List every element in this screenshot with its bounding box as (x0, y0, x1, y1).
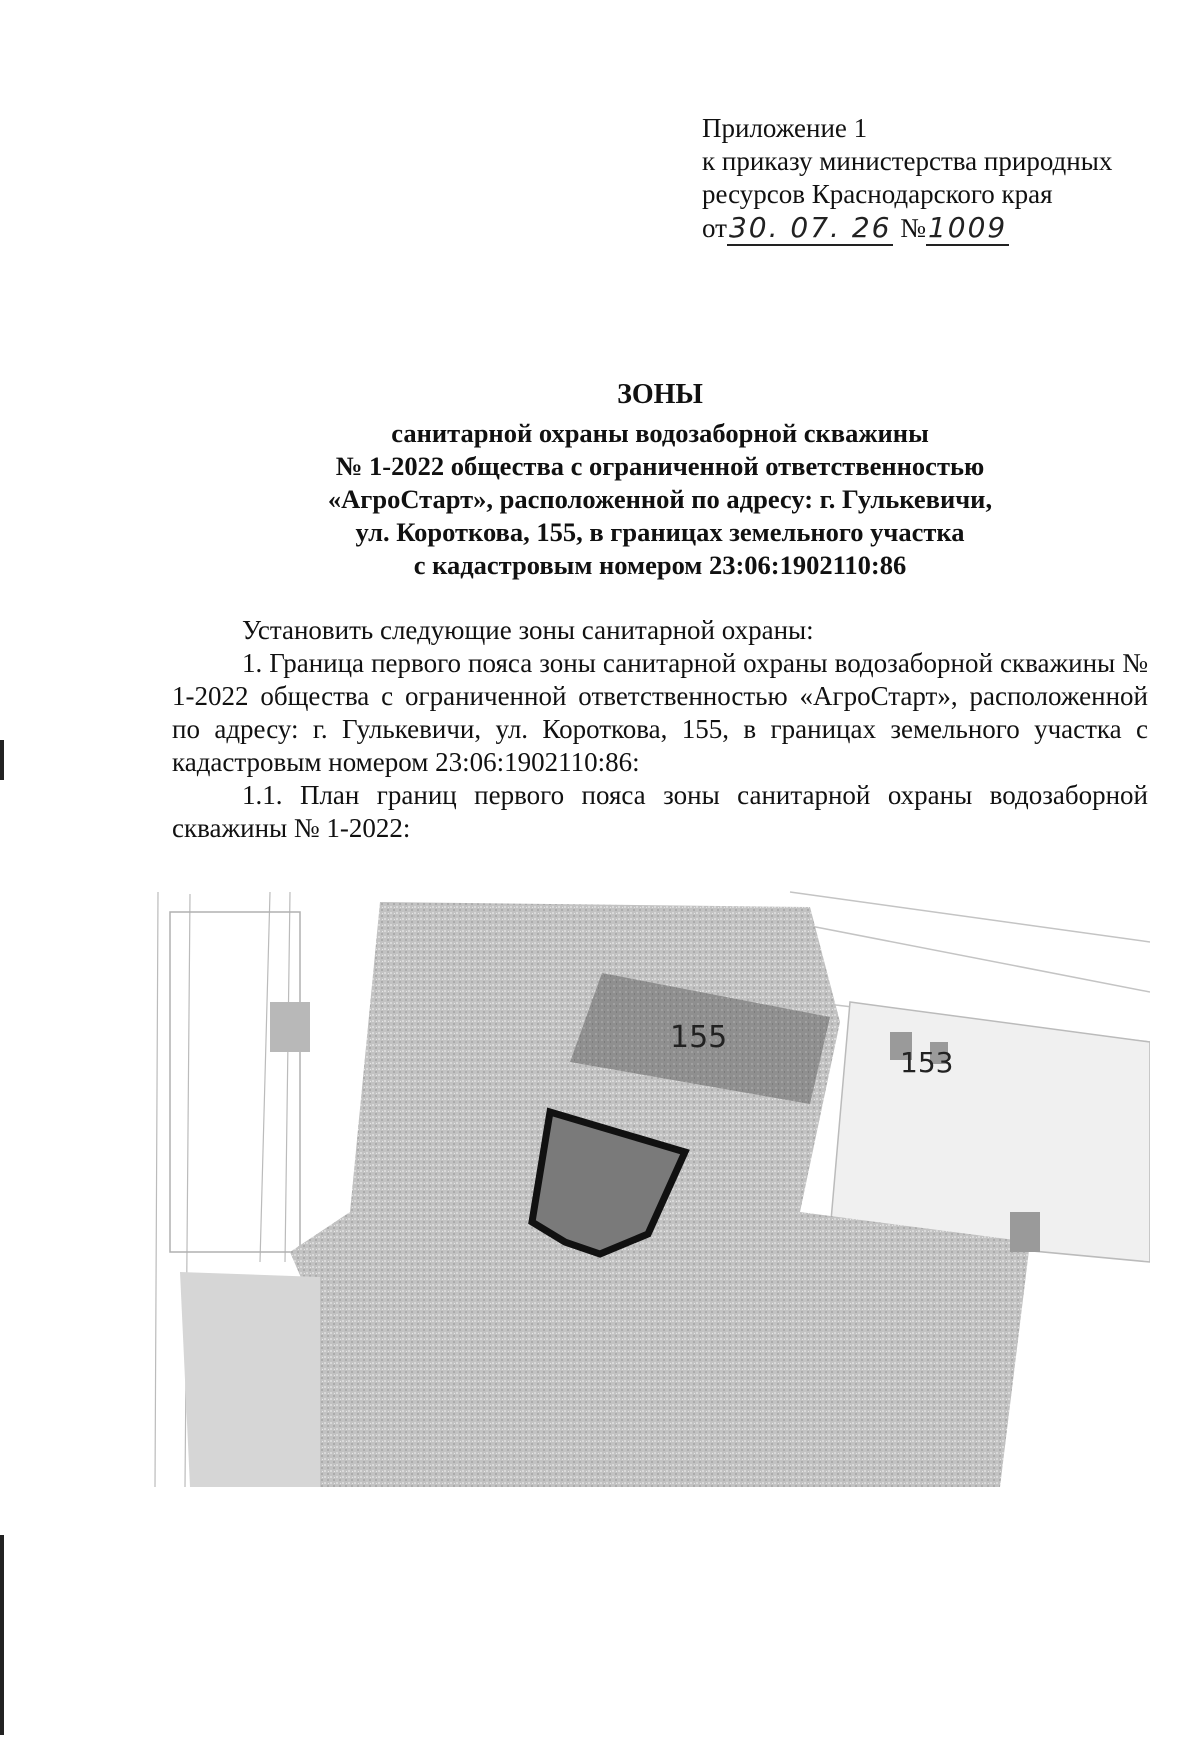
small-structure (270, 1002, 310, 1052)
appendix-line-1: Приложение 1 (702, 113, 868, 143)
handwritten-date: 30. 07. 26 (728, 211, 892, 244)
map-svg (150, 882, 1150, 1487)
scan-edge-mark (0, 1535, 4, 1735)
title-line: санитарной охраны водозаборной скважины (391, 418, 929, 448)
title-line: «АгроСтарт», расположенной по адресу: г. Гулькевичи, (327, 484, 993, 514)
handwritten-number: 1009 (927, 211, 1008, 244)
date-prefix: от (702, 213, 727, 243)
document-body (172, 614, 1148, 845)
appendix-block (702, 112, 1142, 245)
number-prefix: № (900, 213, 926, 243)
body-paragraph: Установить следующие зоны санитарной охраны: (242, 615, 814, 645)
title-line: № 1-2022 общества с ограниченной ответственностью (335, 451, 985, 481)
body-paragraph: 1.1. План границ первого пояса зоны санитарной охраны водозаборной скважины № 1-2022: (172, 780, 1148, 843)
appendix-line-2: к приказу министерства природных (702, 146, 1113, 176)
body-paragraph: 1. Граница первого пояса зоны санитарной охраны водозаборной скважины № 1-2022 общества с ограниченной ответственностью «АгроСтарт», расположенной по адресу: г. Гулькевичи, ул. Короткова, 155, в границах земельного участка с кадастровым номером 23:06:1902110:86: (172, 648, 1148, 777)
appendix-date-line (702, 211, 1142, 245)
plot-label-153: 153 (900, 1046, 954, 1079)
document-title (160, 378, 1160, 582)
small-structure (1010, 1212, 1040, 1252)
road-strip (180, 1272, 320, 1487)
plot-label-155: 155 (670, 1020, 728, 1055)
appendix-line-3: ресурсов Краснодарского края (702, 179, 1053, 209)
scan-edge-mark (0, 740, 4, 780)
title-line: ул. Короткова, 155, в границах земельного участка (355, 517, 965, 547)
title-head: ЗОНЫ (617, 379, 703, 410)
title-line: с кадастровым номером 23:06:1902110:86 (413, 550, 907, 580)
zone-plan-map (150, 882, 1150, 1487)
